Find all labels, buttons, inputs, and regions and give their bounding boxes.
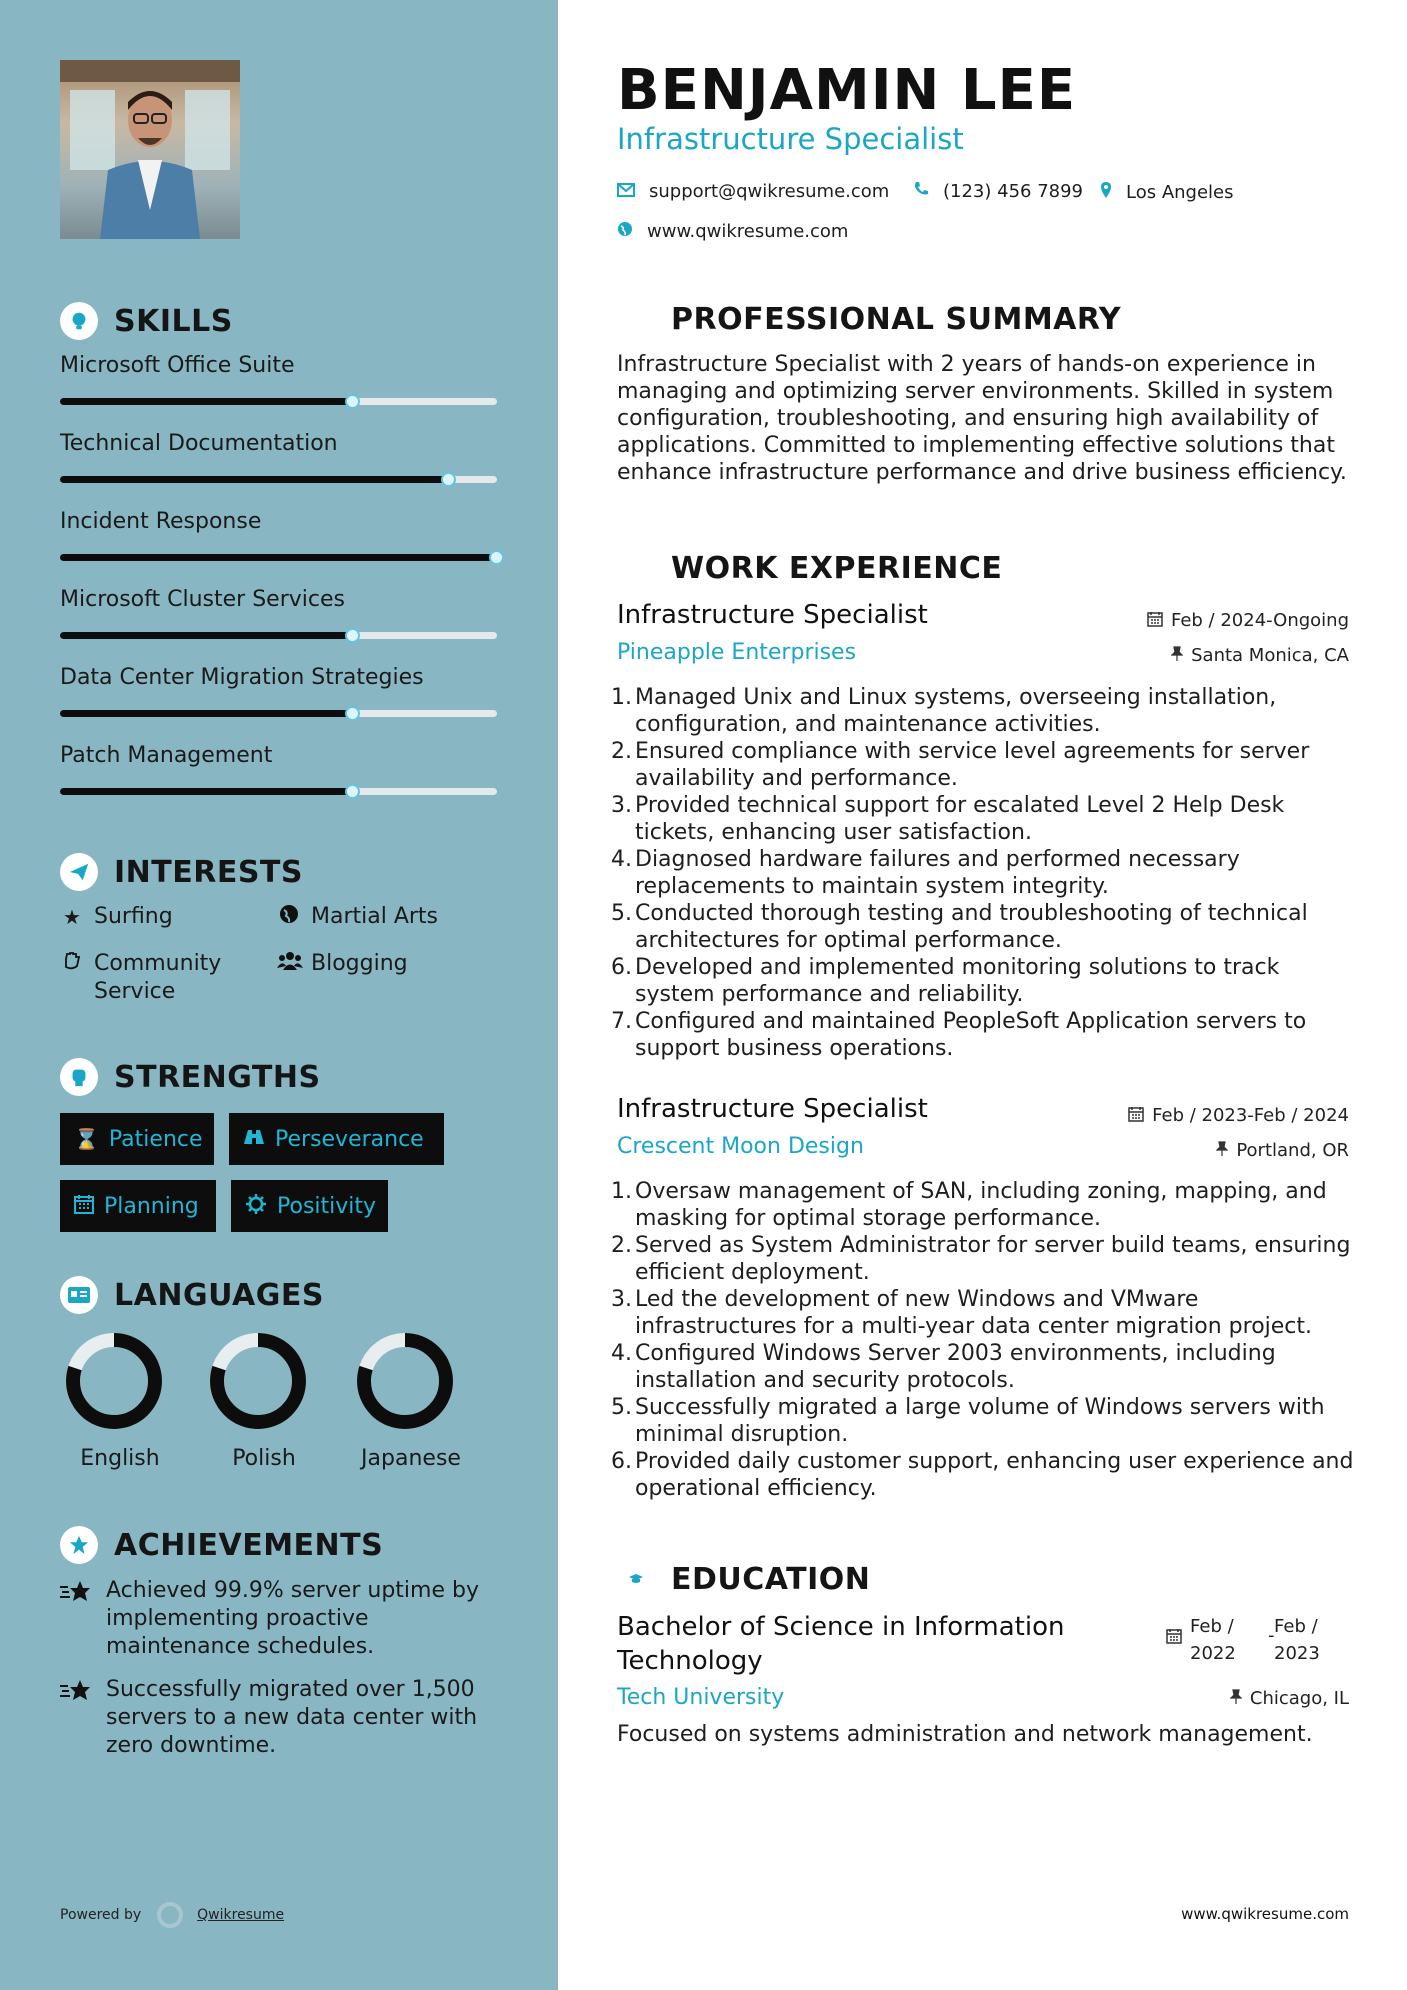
star-badge-icon [60,1526,98,1564]
user-icon [617,300,655,338]
degree-title: Bachelor of Science in Information Technology [617,1612,1065,1676]
interest-item [277,950,408,978]
contact-phone[interactable] [913,181,1083,202]
skill-bar [60,554,497,561]
skills-heading [60,302,233,340]
company-name: Pineapple Enterprises [617,640,857,665]
contact-location [1100,181,1234,204]
language-label: Japanese [361,1446,461,1471]
email-text: support@qwikresume.com [649,181,890,202]
list-item: Led the development of new Windows and VMware infrastructures for a multi-year data center migration project. [635,1287,1313,1339]
interest-label: Community Service [94,951,222,1004]
skill-knob [489,550,504,565]
interest-item [60,950,260,1006]
skill-label: Microsoft Office Suite [60,353,295,378]
job-title: Infrastructure Specialist [617,1094,928,1124]
website-text: www.qwikresume.com [647,221,849,242]
language-label: Polish [232,1446,296,1471]
calendar-icon [1166,1628,1182,1648]
envelope-icon [617,181,635,202]
calendar-icon [1128,1106,1144,1126]
skill-bar [60,476,497,483]
school-name: Tech University [617,1685,785,1710]
strength-tag [231,1180,388,1232]
skill-knob [345,706,360,721]
interests-title: INTERESTS [114,854,303,890]
end-month: Feb / [1274,1616,1318,1637]
languages-title: LANGUAGES [114,1277,324,1313]
skill-knob [441,472,456,487]
hourglass-icon: ⌛ [74,1127,99,1151]
sidebar [0,0,558,1990]
language-ring [210,1333,306,1429]
strengths-heading [60,1058,321,1096]
skill-fill [60,710,353,717]
language-card-icon [60,1276,98,1314]
job-dates-text: Feb / 2024-Ongoing [1170,610,1349,631]
interest-label: Blogging [311,951,408,976]
job-location [1171,645,1349,666]
strength-label: Perseverance [275,1126,424,1152]
start-year: 2022 [1190,1643,1236,1664]
summary-title: PROFESSIONAL SUMMARY [671,301,1122,337]
skill-label: Incident Response [60,509,262,534]
globe-icon [617,221,633,242]
phone-icon [913,181,929,202]
company-name: Crescent Moon Design [617,1134,864,1159]
experience-heading [617,549,1002,587]
language-ring [357,1333,453,1429]
list-item: Successfully migrated a large volume of Windows servers with minimal disruption. [635,1395,1325,1447]
strength-label: Positivity [277,1193,377,1219]
job-title: Infrastructure Specialist [617,600,928,630]
shooting-star-icon [60,1577,94,1661]
job-dates [1128,1105,1349,1126]
skill-bar [60,398,497,405]
contact-email[interactable] [617,181,889,202]
candidate-role: Infrastructure Specialist [617,122,964,156]
footer-url[interactable]: www.qwikresume.com [1181,1905,1349,1923]
end-year: 2023 [1274,1643,1320,1664]
qwikresume-logo-icon [157,1902,183,1928]
skill-fill [60,788,353,795]
strength-tag [60,1113,214,1165]
skill-label: Technical Documentation [60,431,338,456]
brand-link[interactable]: Qwikresume [197,1907,285,1923]
strength-tag [60,1180,216,1232]
skill-label: Data Center Migration Strategies [60,665,424,690]
summary-heading [617,300,1121,338]
education-end-date [1274,1613,1320,1667]
list-item: Developed and implemented monitoring solutions to track system performance and reliability. [635,955,1280,1007]
job-dates-text: Feb / 2023-Feb / 2024 [1152,1105,1349,1126]
experience-title: WORK EXPERIENCE [671,550,1003,586]
job-location [1216,1140,1349,1161]
job-bullets [617,684,1362,1062]
interest-item [60,903,173,931]
paper-plane-icon [60,853,98,891]
strengths-title: STRENGTHS [114,1059,321,1095]
candidate-name: BENJAMIN LEE [617,58,1077,123]
strength-label: Planning [104,1193,199,1219]
pushpin-icon [1216,1141,1228,1161]
phone-text: (123) 456 7899 [943,181,1084,202]
pushpin-icon [1230,1689,1242,1709]
skill-bar [60,632,497,639]
achievement-text: Achieved 99.9% server uptime by implementing proactive maintenance schedules. [106,1578,479,1659]
job-location-text: Santa Monica, CA [1191,645,1349,666]
sun-icon [245,1193,267,1220]
job-bullets [617,1178,1362,1502]
skill-label: Microsoft Cluster Services [60,587,345,612]
list-item: Served as System Administrator for server build teams, ensuring efficient deployment. [635,1233,1351,1285]
achievements-heading [60,1526,383,1564]
chair-icon [617,549,655,587]
skill-fill [60,554,497,561]
list-item: Provided technical support for escalated Level 2 Help Desk tickets, enhancing user satisfaction. [635,793,1285,845]
skill-fill [60,476,449,483]
list-item: Provided daily customer support, enhancing user experience and operational efficiency. [635,1449,1354,1501]
achievement-item [60,1577,500,1661]
calendar-icon [74,1194,94,1219]
powered-by-label: Powered by [60,1907,142,1923]
skill-knob [345,394,360,409]
pushpin-icon [1171,646,1183,666]
shooting-star-icon [60,1676,94,1760]
achievement-text: Successfully migrated over 1,500 servers to a new data center with zero downtime. [106,1677,478,1758]
date-separator: - [1268,1625,1275,1646]
star-icon: ★ [63,905,81,929]
education-location-text: Chicago, IL [1249,1688,1349,1709]
education-location [1230,1688,1349,1709]
job-location-text: Portland, OR [1236,1140,1349,1161]
hand-icon [60,950,84,978]
skill-fill [60,632,353,639]
interest-label: Surfing [94,904,173,929]
graduation-cap-icon [617,1560,655,1598]
skills-title: SKILLS [114,303,233,339]
start-month: Feb / [1190,1616,1234,1637]
language-label: English [80,1446,160,1471]
globe-icon [277,903,301,931]
education-heading [617,1560,870,1598]
profile-photo [60,60,240,239]
location-text: Los Angeles [1126,182,1234,203]
interests-heading [60,853,303,891]
skill-bar [60,710,497,717]
skill-fill [60,398,353,405]
interest-item [277,903,438,931]
job-dates [1147,610,1349,631]
strength-label: Patience [108,1126,203,1152]
education-description: Focused on systems administration and network management. [617,1722,1313,1747]
list-item: Configured and maintained PeopleSoft Application servers to support business operations. [635,1009,1307,1061]
education-start-date [1190,1613,1236,1667]
language-ring [66,1333,162,1429]
powered-by [60,1902,284,1928]
achievements-title: ACHIEVEMENTS [114,1527,384,1563]
languages-heading [60,1276,324,1314]
list-item: Diagnosed hardware failures and performed necessary replacements to maintain system integrity. [635,847,1240,899]
skill-knob [345,784,360,799]
interest-label: Martial Arts [311,904,439,929]
map-pin-icon [1100,181,1112,204]
contact-website[interactable] [617,221,848,242]
users-icon [277,950,301,978]
list-item: Ensured compliance with service level agreements for server availability and performance. [635,739,1310,791]
list-item: Oversaw management of SAN, including zoning, mapping, and masking for optimal storage performance. [635,1179,1327,1231]
list-item: Managed Unix and Linux systems, overseeing installation, configuration, and maintenance activities. [635,685,1277,737]
skill-knob [345,628,360,643]
achievement-item [60,1676,500,1760]
strength-tag [229,1113,444,1165]
lightbulb-icon [60,302,98,340]
calendar-icon [1147,611,1163,631]
list-item: Configured Windows Server 2003 environments, including installation and security protocols. [635,1341,1276,1393]
skill-bar [60,788,497,795]
summary-text: Infrastructure Specialist with 2 years of hands-on experience in managing and optimizing server environments. Skilled in system configuration, troubleshooting, and ensuring high availability of applications. Committed to implementing effective solutions that enhance infrastructure performance and drive business efficiency. [617,352,1347,485]
binoculars-icon [243,1127,265,1151]
fist-icon [60,1058,98,1096]
skill-label: Patch Management [60,743,273,768]
education-title: EDUCATION [671,1561,871,1597]
list-item: Conducted thorough testing and troubleshooting of technical architectures for optimal performance. [635,901,1308,953]
